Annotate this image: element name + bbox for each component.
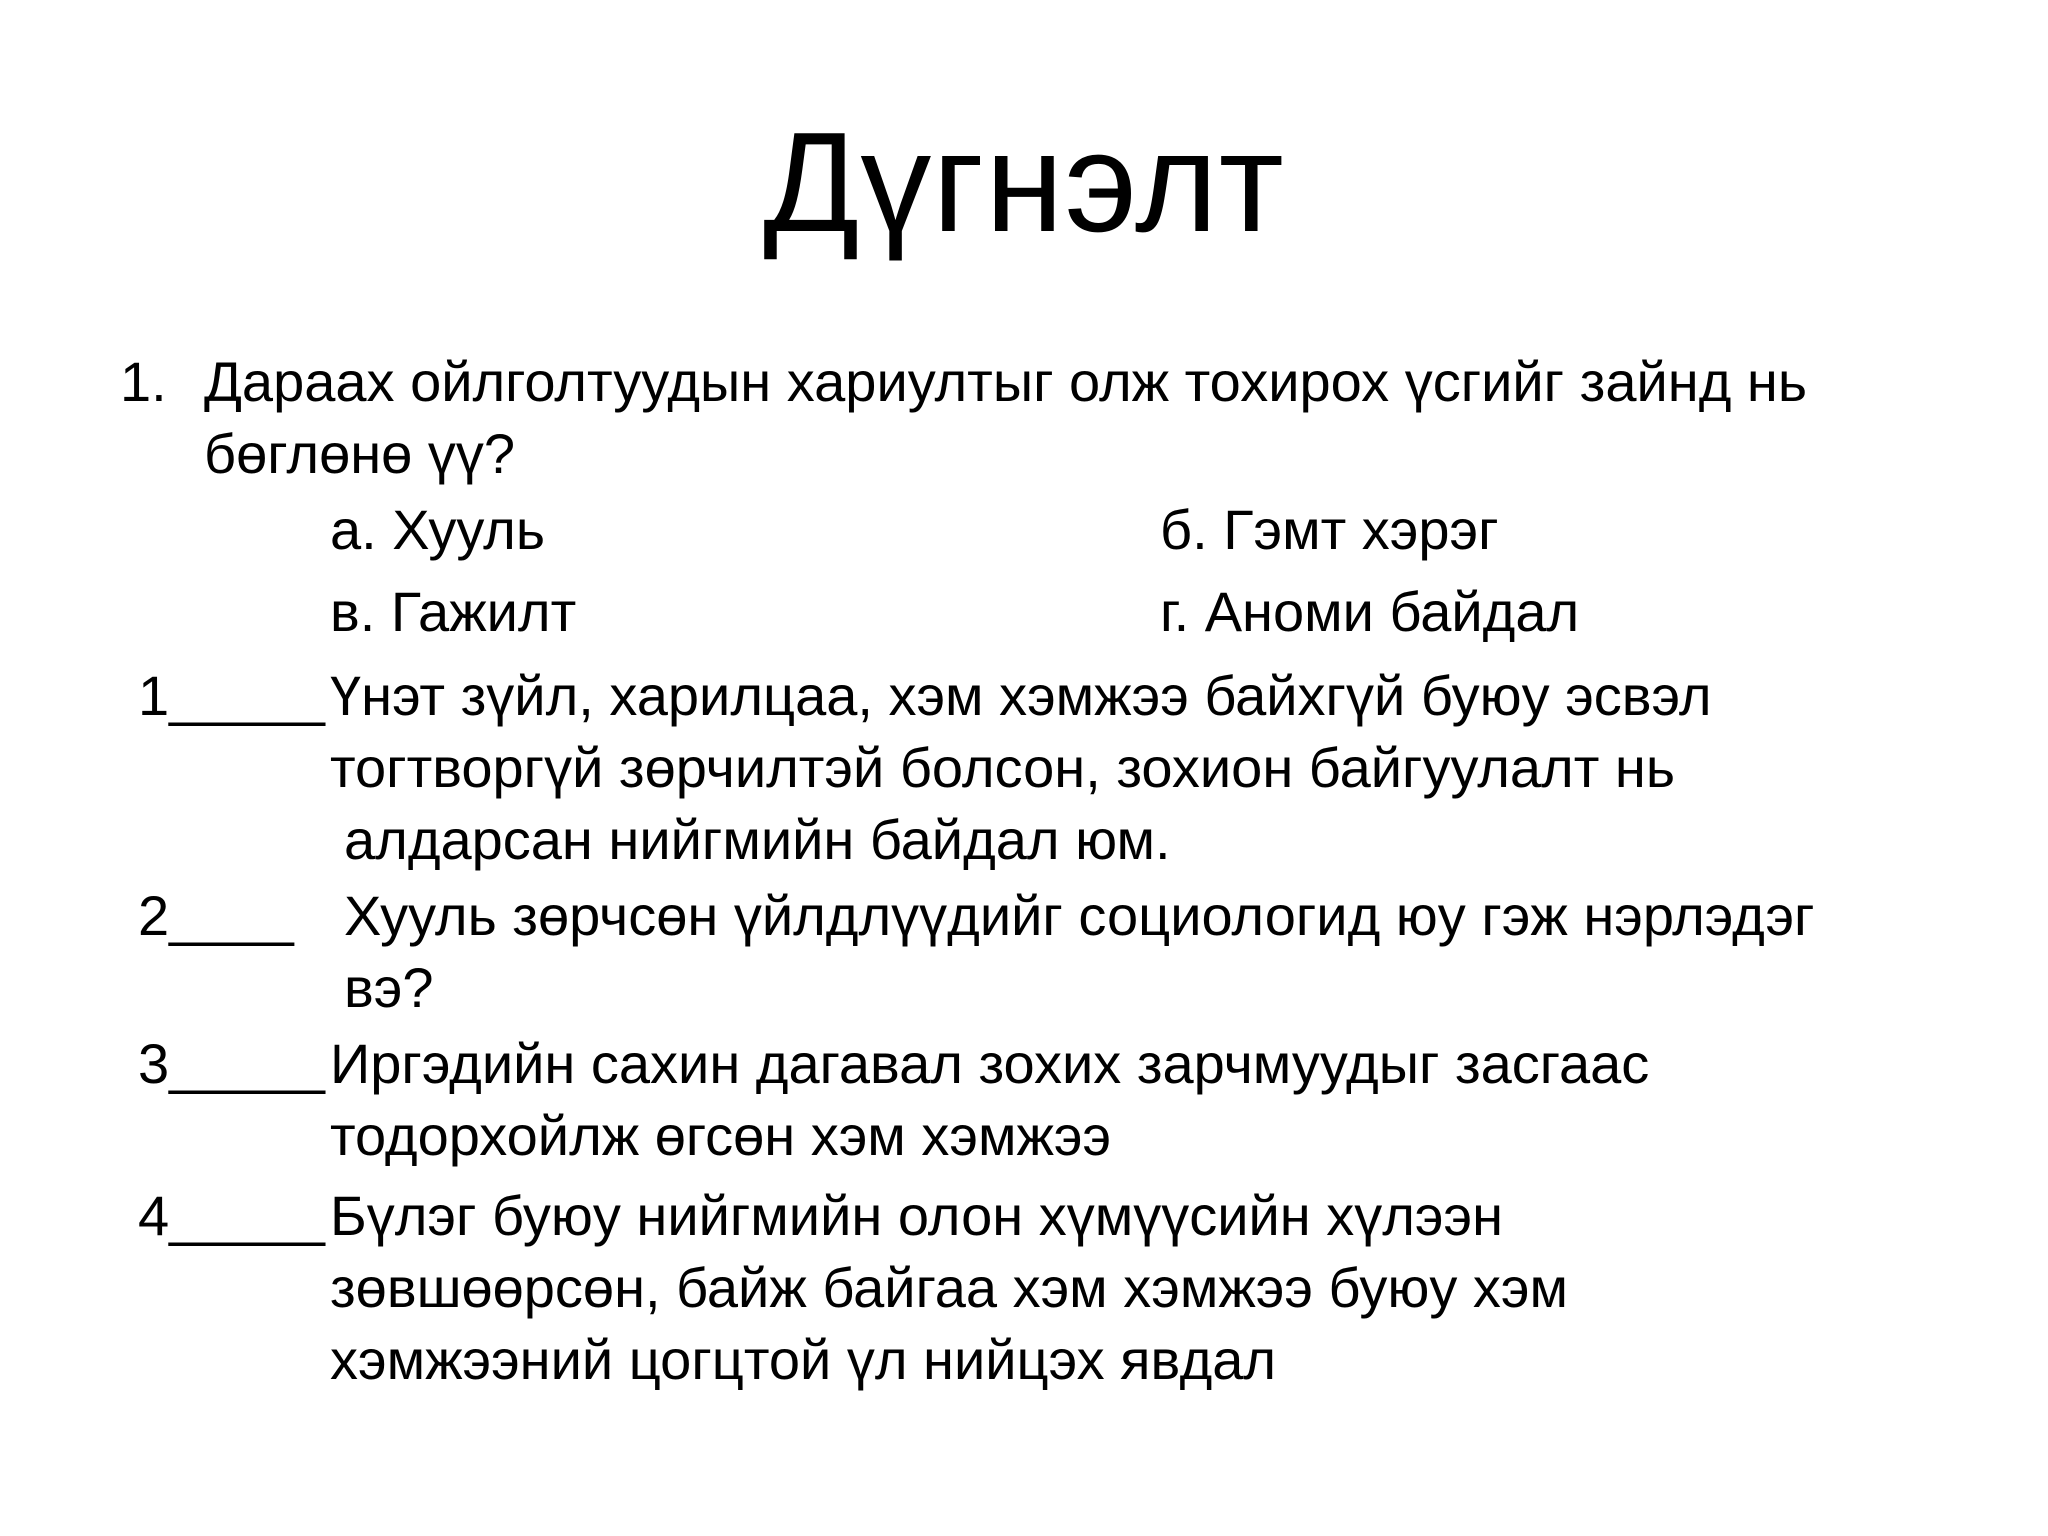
item-1-line-3: алдарсан нийгмийн байдал юм. (344, 808, 1171, 871)
answer-blank-2[interactable]: 2____ (138, 884, 294, 947)
item-4-line-1: Бүлэг буюу нийгмийн олон хүмүүсийн хүлээн (330, 1184, 1503, 1247)
option-v: в. Гажилт (330, 580, 577, 643)
item-3-line-1: Иргэдийн сахин дагавал зохих зарчмуудыг засгаас (330, 1032, 1650, 1095)
slide-title: Дүгнэлт (763, 103, 1285, 262)
item-4-line-2: зөвшөөрсөн, байж байгаа хэм хэмжээ буюу хэм (330, 1256, 1568, 1319)
question-text (204, 346, 1904, 490)
answer-blank-1[interactable]: 1_____ (138, 664, 325, 727)
question-number: 1. (120, 350, 167, 413)
option-g: г. Аноми байдал (1160, 580, 1580, 643)
answer-blank-4[interactable]: 4_____ (138, 1184, 325, 1247)
question-text-line-1: Дараах ойлголтуудын хариултыг олж тохирох үсгийг зайнд нь (204, 350, 1808, 413)
item-2-line-1: Хууль зөрчсөн үйлдлүүдийг социологид юу гэж нэрлэдэг (344, 884, 1815, 947)
item-2-line-2: вэ? (344, 956, 434, 1019)
item-1-line-1: Үнэт зүйл, харилцаа, хэм хэмжээ байхгүй буюу эсвэл (330, 664, 1712, 727)
answer-blank-3[interactable]: 3_____ (138, 1032, 325, 1095)
option-b: б. Гэмт хэрэг (1160, 498, 1499, 561)
item-3-line-2: тодорхойлж өгсөн хэм хэмжээ (330, 1104, 1112, 1167)
item-1-line-2: тогтворгүй зөрчилтэй болсон, зохион байгуулалт нь (330, 736, 1676, 799)
item-4-line-3: хэмжээний цогцтой үл нийцэх явдал (330, 1328, 1277, 1391)
option-a: а. Хууль (330, 498, 546, 561)
question-text-line-2: бөглөнө үү? (204, 422, 516, 485)
